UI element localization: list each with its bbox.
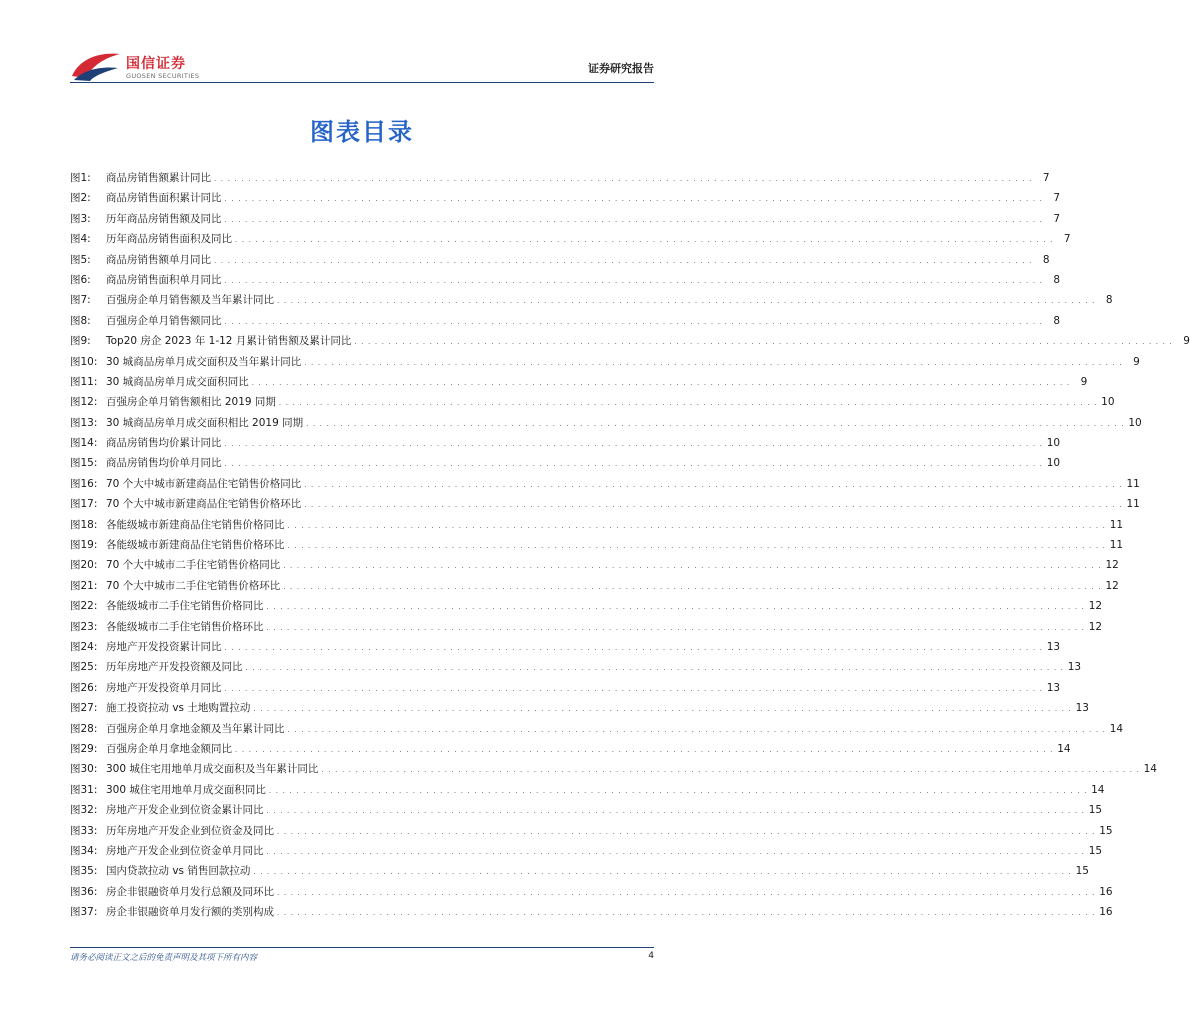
toc-entry[interactable] bbox=[70, 333, 1190, 353]
toc-figure-number: 图3: bbox=[70, 212, 91, 225]
toc-page-number: 7 bbox=[1063, 233, 1071, 246]
toc-page-number: 9 bbox=[1183, 335, 1190, 348]
toc-dot-leader: . . . . . . . . . . . . . . . . . . . . . . . . . . . . . . . . . . . . . . . . . . . . . . . . . . . . . . . . . . . . . . . . . . . . . . . . . . . . . . . . . . . . . . . . . . . . . . . . . . . . . . . . . . . . . . . . . . . . . . . . bbox=[224, 643, 1044, 652]
footer-page-number: 4 bbox=[648, 951, 654, 961]
toc-figure-number: 图25: bbox=[70, 661, 98, 674]
toc-page-number: 10 bbox=[1128, 416, 1142, 429]
toc-page-number: 11 bbox=[1109, 539, 1124, 552]
toc-entry[interactable] bbox=[70, 455, 1061, 475]
toc-figure-title: 百强房企单月销售额同比 bbox=[106, 314, 222, 327]
toc-page-number: 15 bbox=[1075, 865, 1089, 878]
toc-entry[interactable] bbox=[70, 700, 1089, 720]
toc-entry[interactable] bbox=[70, 415, 1142, 435]
toc-figure-title: 商品房销售额单月同比 bbox=[106, 253, 211, 266]
toc-figure-number: 图26: bbox=[70, 681, 98, 694]
toc-entry[interactable] bbox=[70, 721, 1124, 741]
toc-figure-number: 图2: bbox=[70, 192, 91, 205]
toc-dot-leader: . . . . . . . . . . . . . . . . . . . . . . . . . . . . . . . . . . . . . . . . . . . . . . . . . . . . . . . . . . . . . . . . . . . . . . . . . . . . . . . . . . . . . . . . . . . . . . . . . . . . . . . . . . . . . . . . . . . . . . . . bbox=[235, 745, 1054, 754]
toc-page-number: 8 bbox=[1053, 273, 1061, 286]
toc-dot-leader: . . . . . . . . . . . . . . . . . . . . . . . . . . . . . . . . . . . . . . . . . . . . . . . . . . . . . . . . . . . . . . . . . . . . . . . . . . . . . . . . . . . . . . . . . . . . . . . . . . . . . . . . . . . . . . . . . . . . . . . . bbox=[277, 827, 1096, 836]
toc-figure-title: 商品房销售额累计同比 bbox=[106, 172, 211, 184]
toc-entry[interactable] bbox=[70, 802, 1103, 822]
toc-figure-title: 30 城商品房单月成交面积及当年累计同比 bbox=[106, 355, 302, 368]
toc-page-number: 13 bbox=[1046, 640, 1061, 653]
toc-figure-title: 30 城商品房单月成交面积相比 2019 同期 bbox=[106, 416, 304, 429]
toc-figure-number: 图32: bbox=[70, 804, 98, 817]
toc-figure-title: 国内贷款拉动 vs 销售回款拉动 bbox=[106, 865, 251, 878]
toc-entry[interactable] bbox=[70, 496, 1140, 516]
toc-page-number: 14 bbox=[1091, 783, 1105, 796]
toc-figure-title: 房企非银融资单月发行额的类别构成 bbox=[106, 906, 274, 919]
brand-logo bbox=[70, 50, 230, 84]
toc-entry[interactable] bbox=[70, 639, 1061, 659]
toc-dot-leader: . . . . . . . . . . . . . . . . . . . . . . . . . . . . . . . . . . . . . . . . . . . . . . . . . . . . . . . . . . . . . . . . . . . . . . . . . . . . . . . . . . . . . . . . . . . . . . . . . . . . . . . . . . . . . . . . . . . . . . . . bbox=[277, 297, 1096, 306]
toc-page-number: 12 bbox=[1105, 559, 1119, 572]
toc-figure-title: 房企非银融资单月发行总额及同环比 bbox=[106, 885, 274, 898]
toc-dot-leader: . . . . . . . . . . . . . . . . . . . . . . . . . . . . . . . . . . . . . . . . . . . . . . . . . . . . . . . . . . . . . . . . . . . . . . . . . . . . . . . . . . . . . . . . . . . . . . . . . . . . . . . . . . . . . . . . . . . . . . . . bbox=[245, 664, 1065, 673]
toc-dot-leader: . . . . . . . . . . . . . . . . . . . . . . . . . . . . . . . . . . . . . . . . . . . . . . . . . . . . . . . . . . . . . . . . . . . . . . . . . . . . . . . . . . . . . . . . . . . . . . . . . . . . . . . . . . . . . . . . . . . . . . . . bbox=[224, 276, 1044, 285]
page-title: 图表目录 bbox=[310, 118, 414, 146]
toc-dot-leader: . . . . . . . . . . . . . . . . . . . . . . . . . . . . . . . . . . . . . . . . . . . . . . . . . . . . . . . . . . . . . . . . . . . . . . . . . . . . . . . . . . . . . . . . . . . . . . . . . . . . . . . . . . . . . . . . . . . . . . . . bbox=[277, 909, 1096, 918]
toc-page-number: 9 bbox=[1133, 355, 1140, 368]
toc-figure-number: 图17: bbox=[70, 498, 98, 511]
toc-page-number: 12 bbox=[1088, 600, 1103, 613]
toc-dot-leader: . . . . . . . . . . . . . . . . . . . . . . . . . . . . . . . . . . . . . . . . . . . . . . . . . . . . . . . . . . . . . . . . . . . . . . . . . . . . . . . . . . . . . . . . . . . . . . . . . . . . . . . . . . . . . . . . . . . . . . . . bbox=[278, 399, 1098, 408]
toc-entry[interactable] bbox=[70, 170, 1050, 190]
toc-dot-leader: . . . . . . . . . . . . . . . . . . . . . . . . . . . . . . . . . . . . . . . . . . . . . . . . . . . . . . . . . . . . . . . . . . . . . . . . . . . . . . . . . . . . . . . . . . . . . . . . . . . . . . . . . . . . . . . . . . . . . . . . bbox=[266, 623, 1086, 632]
toc-dot-leader: . . . . . . . . . . . . . . . . . . . . . . . . . . . . . . . . . . . . . . . . . . . . . . . . . . . . . . . . . . . . . . . . . . . . . . . . . . . . . . . . . . . . . . . . . . . . . . . . . . . . . . . . . . . . . . . . . . . . . . . . bbox=[253, 705, 1072, 714]
toc-figure-number: 图29: bbox=[70, 742, 98, 755]
toc-dot-leader: . . . . . . . . . . . . . . . . . . . . . . . . . . . . . . . . . . . . . . . . . . . . . . . . . . . . . . . . . . . . . . . . . . . . . . . . . . . . . . . . . . . . . . . . . . . . . . . . . . . . . . . . . . . . . . . . . . . . . . . . bbox=[266, 603, 1086, 612]
toc-figure-number: 图1: bbox=[70, 172, 91, 184]
toc-figure-number: 图12: bbox=[70, 396, 98, 409]
toc-figure-title: 历年房地产开发企业到位资金及同比 bbox=[106, 824, 274, 837]
toc-figure-title: 70 个大中城市新建商品住宅销售价格环比 bbox=[106, 498, 302, 511]
toc-page-number: 7 bbox=[1042, 172, 1050, 184]
toc-page-number: 8 bbox=[1053, 314, 1061, 327]
toc-figure-number: 图23: bbox=[70, 620, 98, 633]
header-divider bbox=[70, 82, 654, 83]
toc-page-number: 15 bbox=[1088, 844, 1103, 857]
toc-page-number: 12 bbox=[1105, 579, 1119, 592]
toc-dot-leader: . . . . . . . . . . . . . . . . . . . . . . . . . . . . . . . . . . . . . . . . . . . . . . . . . . . . . . . . . . . . . . . . . . . . . . . . . . . . . . . . . . . . . . . . . . . . . . . . . . . . . . . . . . . . . . . . . . . . . . . . bbox=[214, 256, 1033, 265]
toc-entry[interactable] bbox=[70, 435, 1061, 455]
toc-figure-number: 图37: bbox=[70, 906, 98, 919]
footer-divider bbox=[70, 947, 654, 948]
toc-figure-number: 图28: bbox=[70, 722, 98, 735]
toc-dot-leader: . . . . . . . . . . . . . . . . . . . . . . . . . . . . . . . . . . . . . . . . . . . . . . . . . . . . . . . . . . . . . . . . . . . . . . . . . . . . . . . . . . . . . . . . . . . . . . . . . . . . . . . . . . . . . . . . . . . . . . . . bbox=[224, 684, 1044, 693]
toc-dot-leader: . . . . . . . . . . . . . . . . . . . . . . . . . . . . . . . . . . . . . . . . . . . . . . . . . . . . . . . . . . . . . . . . . . . . . . . . . . . . . . . . . . . . . . . . . . . . . . . . . . . . . . . . . . . . . . . . . . . . . . . . bbox=[224, 215, 1044, 224]
toc-page-number: 14 bbox=[1143, 763, 1157, 776]
toc-figure-title: 百强房企单月销售额及当年累计同比 bbox=[106, 294, 274, 307]
toc-figure-number: 图33: bbox=[70, 824, 98, 837]
toc-figure-title: 300 城住宅用地单月成交面积同比 bbox=[106, 783, 266, 796]
toc-entry[interactable] bbox=[70, 863, 1089, 883]
toc-figure-title: 房地产开发企业到位资金单月同比 bbox=[106, 844, 264, 857]
toc-entry[interactable] bbox=[70, 843, 1103, 863]
toc-page-number: 14 bbox=[1109, 722, 1124, 735]
toc-entry[interactable] bbox=[70, 517, 1124, 537]
footer-disclaimer: 请务必阅读正文之后的免责声明及其项下所有内容 bbox=[70, 953, 258, 963]
toc-figure-title: 70 个大中城市二手住宅销售价格同比 bbox=[106, 559, 281, 572]
toc-dot-leader: . . . . . . . . . . . . . . . . . . . . . . . . . . . . . . . . . . . . . . . . . . . . . . . . . . . . . . . . . . . . . . . . . . . . . . . . . . . . . . . . . . . . . . . . . . . . . . . . . . . . . . . . . . . . . . . . . . . . . . . . bbox=[304, 480, 1123, 489]
toc-entry[interactable] bbox=[70, 884, 1113, 904]
toc-page-number: 13 bbox=[1046, 681, 1061, 694]
toc-page-number: 16 bbox=[1099, 885, 1113, 898]
toc-figure-number: 图16: bbox=[70, 477, 98, 490]
toc-page-number: 8 bbox=[1105, 294, 1113, 307]
toc-figure-title: 70 个大中城市新建商品住宅销售价格同比 bbox=[106, 477, 302, 490]
toc-dot-leader: . . . . . . . . . . . . . . . . . . . . . . . . . . . . . . . . . . . . . . . . . . . . . . . . . . . . . . . . . . . . . . . . . . . . . . . . . . . . . . . . . . . . . . . . . . . . . . . . . . . . . . . . . . . . . . . . . . . . . . . . bbox=[235, 236, 1054, 245]
toc-figure-number: 图11: bbox=[70, 375, 98, 388]
toc-figure-number: 图10: bbox=[70, 355, 98, 368]
toc-page-number: 7 bbox=[1053, 192, 1061, 205]
toc-page-number: 15 bbox=[1099, 824, 1113, 837]
toc-page-number: 10 bbox=[1046, 457, 1061, 470]
toc-entry[interactable] bbox=[70, 619, 1103, 639]
toc-figure-number: 图30: bbox=[70, 763, 98, 776]
toc-page-number: 16 bbox=[1099, 906, 1113, 919]
toc-entry[interactable] bbox=[70, 476, 1140, 496]
toc-dot-leader: . . . . . . . . . . . . . . . . . . . . . . . . . . . . . . . . . . . . . . . . . . . . . . . . . . . . . . . . . . . . . . . . . . . . . . . . . . . . . . . . . . . . . . . . . . . . . . . . . . . . . . . . . . . . . . . . . . . . . . . . bbox=[224, 195, 1044, 204]
toc-entry[interactable] bbox=[70, 782, 1105, 802]
toc-dot-leader: . . . . . . . . . . . . . . . . . . . . . . . . . . . . . . . . . . . . . . . . . . . . . . . . . . . . . . . . . . . . . . . . . . . . . . . . . . . . . . . . . . . . . . . . . . . . . . . . . . . . . . . . . . . . . . . . . . . . . . . . bbox=[287, 725, 1107, 734]
toc-figure-title: 70 个大中城市二手住宅销售价格环比 bbox=[106, 579, 281, 592]
toc-dot-leader: . . . . . . . . . . . . . . . . . . . . . . . . . . . . . . . . . . . . . . . . . . . . . . . . . . . . . . . . . . . . . . . . . . . . . . . . . . . . . . . . . . . . . . . . . . . . . . . . . . . . . . . . . . . . . . . . . . . . . . . . bbox=[283, 582, 1102, 591]
brand-name-cn: 国信证券 bbox=[126, 56, 186, 72]
toc-figure-title: 百强房企单月销售额相比 2019 同期 bbox=[106, 396, 276, 409]
toc-dot-leader: . . . . . . . . . . . . . . . . . . . . . . . . . . . . . . . . . . . . . . . . . . . . . . . . . . . . . . . . . . . . . . . . . . . . . . . . . . . . . . . . . . . . . . . . . . . . . . . . . . . . . . . . . . . . . . . . . . . . . . . . bbox=[251, 378, 1071, 387]
toc-entry[interactable] bbox=[70, 823, 1113, 843]
toc-figure-title: 历年商品房销售额及同比 bbox=[106, 212, 222, 225]
toc-dot-leader: . . . . . . . . . . . . . . . . . . . . . . . . . . . . . . . . . . . . . . . . . . . . . . . . . . . . . . . . . . . . . . . . . . . . . . . . . . . . . . . . . . . . . . . . . . . . . . . . . . . . . . . . . . . . . . . . . . . . . . . . bbox=[268, 786, 1088, 795]
toc-page-number: 11 bbox=[1126, 498, 1140, 511]
toc-page-number: 13 bbox=[1067, 661, 1082, 674]
toc-figure-number: 图19: bbox=[70, 539, 98, 552]
toc-dot-leader: . . . . . . . . . . . . . . . . . . . . . . . . . . . . . . . . . . . . . . . . . . . . . . . . . . . . . . . . . . . . . . . . . . . . . . . . . . . . . . . . . . . . . . . . . . . . . . . . . . . . . . . . . . . . . . . . . . . . . . . . bbox=[224, 460, 1044, 469]
toc-entry[interactable] bbox=[70, 272, 1061, 292]
toc-dot-leader: . . . . . . . . . . . . . . . . . . . . . . . . . . . . . . . . . . . . . . . . . . . . . . . . . . . . . . . . . . . . . . . . . . . . . . . . . . . . . . . . . . . . . . . . . . . . . . . . . . . . . . . . . . . . . . . . . . . . . . . . bbox=[253, 868, 1072, 877]
toc-figure-number: 图18: bbox=[70, 518, 98, 531]
toc-figure-title: Top20 房企 2023 年 1-12 月累计销售额及累计同比 bbox=[106, 335, 352, 348]
toc-figure-title: 商品房销售均价累计同比 bbox=[106, 437, 222, 450]
toc-dot-leader: . . . . . . . . . . . . . . . . . . . . . . . . . . . . . . . . . . . . . . . . . . . . . . . . . . . . . . . . . . . . . . . . . . . . . . . . . . . . . . . . . . . . . . . . . . . . . . . . . . . . . . . . . . . . . . . . . . . . . . . . bbox=[306, 419, 1125, 428]
toc-page-number: 12 bbox=[1088, 620, 1103, 633]
toc-dot-leader: . . . . . . . . . . . . . . . . . . . . . . . . . . . . . . . . . . . . . . . . . . . . . . . . . . . . . . . . . . . . . . . . . . . . . . . . . . . . . . . . . . . . . . . . . . . . . . . . . . . . . . . . . . . . . . . . . . . . . . . . bbox=[304, 358, 1123, 367]
toc-entry[interactable] bbox=[70, 190, 1061, 210]
toc-figure-number: 图13: bbox=[70, 416, 98, 429]
toc-dot-leader: . . . . . . . . . . . . . . . . . . . . . . . . . . . . . . . . . . . . . . . . . . . . . . . . . . . . . . . . . . . . . . . . . . . . . . . . . . . . . . . . . . . . . . . . . . . . . . . . . . . . . . . . . . . . . . . . . . . . . . . . bbox=[266, 807, 1086, 816]
toc-figure-title: 历年商品房销售面积及同比 bbox=[106, 233, 232, 246]
toc-entry[interactable] bbox=[70, 537, 1124, 557]
toc-figure-number: 图31: bbox=[70, 783, 98, 796]
toc-entry[interactable] bbox=[70, 557, 1119, 577]
guosen-logo-icon bbox=[70, 50, 122, 82]
toc-figure-number: 图24: bbox=[70, 640, 98, 653]
toc-dot-leader: . . . . . . . . . . . . . . . . . . . . . . . . . . . . . . . . . . . . . . . . . . . . . . . . . . . . . . . . . . . . . . . . . . . . . . . . . . . . . . . . . . . . . . . . . . . . . . . . . . . . . . . . . . . . . . . . . . . . . . . . bbox=[266, 847, 1086, 856]
toc-page-number: 7 bbox=[1053, 212, 1061, 225]
toc-figure-title: 历年房地产开发投资额及同比 bbox=[106, 661, 243, 674]
toc-figure-number: 图36: bbox=[70, 885, 98, 898]
toc-figure-title: 各能级城市新建商品住宅销售价格环比 bbox=[106, 539, 285, 552]
toc-page-number: 10 bbox=[1101, 396, 1115, 409]
toc-figure-number: 图20: bbox=[70, 559, 98, 572]
toc-dot-leader: . . . . . . . . . . . . . . . . . . . . . . . . . . . . . . . . . . . . . . . . . . . . . . . . . . . . . . . . . . . . . . . . . . . . . . . . . . . . . . . . . . . . . . . . . . . . . . . . . . . . . . . . . . . . . . . . . . . . . . . . bbox=[304, 501, 1123, 510]
toc-entry[interactable] bbox=[70, 578, 1119, 598]
toc-entry[interactable] bbox=[70, 354, 1140, 374]
toc-figure-title: 房地产开发投资累计同比 bbox=[106, 640, 222, 653]
toc-figure-title: 商品房销售面积累计同比 bbox=[106, 192, 222, 205]
toc-dot-leader: . . . . . . . . . . . . . . . . . . . . . . . . . . . . . . . . . . . . . . . . . . . . . . . . . . . . . . . . . . . . . . . . . . . . . . . . . . . . . . . . . . . . . . . . . . . . . . . . . . . . . . . . . . . . . . . . . . . . . . . . bbox=[224, 317, 1044, 326]
toc-page-number: 13 bbox=[1075, 702, 1089, 715]
toc-figure-title: 百强房企单月拿地金额同比 bbox=[106, 742, 232, 755]
toc-dot-leader: . . . . . . . . . . . . . . . . . . . . . . . . . . . . . . . . . . . . . . . . . . . . . . . . . . . . . . . . . . . . . . . . . . . . . . . . . . . . . . . . . . . . . . . . . . . . . . . . . . . . . . . . . . . . . . . . . . . . . . . . bbox=[287, 542, 1107, 551]
toc-entry[interactable] bbox=[70, 680, 1061, 700]
toc-figure-title: 房地产开发投资单月同比 bbox=[106, 681, 222, 694]
toc-figure-number: 图15: bbox=[70, 457, 98, 470]
toc-figure-title: 各能级城市二手住宅销售价格环比 bbox=[106, 620, 264, 633]
report-type-label: 证券研究报告 bbox=[588, 62, 654, 75]
toc-entry[interactable] bbox=[70, 231, 1071, 251]
toc-entry[interactable] bbox=[70, 313, 1061, 333]
toc-dot-leader: . . . . . . . . . . . . . . . . . . . . . . . . . . . . . . . . . . . . . . . . . . . . . . . . . . . . . . . . . . . . . . . . . . . . . . . . . . . . . . . . . . . . . . . . . . . . . . . . . . . . . . . . . . . . . . . . . . . . . . . . bbox=[321, 766, 1140, 775]
toc-figure-number: 图14: bbox=[70, 437, 98, 450]
toc-figure-number: 图5: bbox=[70, 253, 91, 266]
toc-page-number: 9 bbox=[1080, 375, 1088, 388]
toc-figure-number: 图4: bbox=[70, 233, 91, 246]
toc-figure-number: 图8: bbox=[70, 314, 91, 327]
toc-figure-number: 图27: bbox=[70, 702, 98, 715]
page-header bbox=[0, 0, 724, 90]
toc-dot-leader: . . . . . . . . . . . . . . . . . . . . . . . . . . . . . . . . . . . . . . . . . . . . . . . . . . . . . . . . . . . . . . . . . . . . . . . . . . . . . . . . . . . . . . . . . . . . . . . . . . . . . . . . . . . . . . . . . . . . . . . . bbox=[287, 521, 1107, 530]
toc-page-number: 10 bbox=[1046, 437, 1061, 450]
toc-figure-number: 图7: bbox=[70, 294, 91, 307]
toc-figure-title: 各能级城市二手住宅销售价格同比 bbox=[106, 600, 264, 613]
toc-figure-title: 商品房销售面积单月同比 bbox=[106, 273, 222, 286]
toc-figure-title: 施工投资拉动 vs 土地购置拉动 bbox=[106, 702, 251, 715]
toc-entry[interactable] bbox=[70, 761, 1157, 781]
toc-entry[interactable] bbox=[70, 252, 1050, 272]
toc-figure-number: 图21: bbox=[70, 579, 98, 592]
toc-page-number: 14 bbox=[1057, 742, 1071, 755]
toc-figure-number: 图22: bbox=[70, 600, 98, 613]
toc-dot-leader: . . . . . . . . . . . . . . . . . . . . . . . . . . . . . . . . . . . . . . . . . . . . . . . . . . . . . . . . . . . . . . . . . . . . . . . . . . . . . . . . . . . . . . . . . . . . . . . . . . . . . . . . . . . . . . . . . . . . . . . . bbox=[214, 175, 1033, 183]
toc-entry[interactable] bbox=[70, 292, 1113, 312]
toc-page-number: 8 bbox=[1042, 253, 1050, 266]
toc-figure-title: 各能级城市新建商品住宅销售价格同比 bbox=[106, 518, 285, 531]
toc-figure-number: 图9: bbox=[70, 335, 91, 348]
toc-figure-number: 图6: bbox=[70, 273, 91, 286]
toc-figure-title: 商品房销售均价单月同比 bbox=[106, 457, 222, 470]
toc-page-number: 11 bbox=[1126, 477, 1140, 490]
toc-figure-title: 30 城商品房单月成交面积同比 bbox=[106, 375, 249, 388]
toc-figure-title: 300 城住宅用地单月成交面积及当年累计同比 bbox=[106, 763, 319, 776]
toc-figure-title: 房地产开发企业到位资金累计同比 bbox=[106, 804, 264, 817]
toc-figure-number: 图34: bbox=[70, 844, 98, 857]
toc-dot-leader: . . . . . . . . . . . . . . . . . . . . . . . . . . . . . . . . . . . . . . . . . . . . . . . . . . . . . . . . . . . . . . . . . . . . . . . . . . . . . . . . . . . . . . . . . . . . . . . . . . . . . . . . . . . . . . . . . . . . . . . . bbox=[224, 440, 1044, 449]
toc-page-number: 15 bbox=[1088, 804, 1103, 817]
toc-dot-leader: . . . . . . . . . . . . . . . . . . . . . . . . . . . . . . . . . . . . . . . . . . . . . . . . . . . . . . . . . . . . . . . . . . . . . . . . . . . . . . . . . . . . . . . . . . . . . . . . . . . . . . . . . . . . . . . . . . . . . . . . bbox=[277, 888, 1096, 897]
toc-entry[interactable] bbox=[70, 659, 1082, 679]
toc-entry[interactable] bbox=[70, 374, 1088, 394]
figure-table-of-contents bbox=[70, 170, 1190, 924]
toc-entry[interactable] bbox=[70, 211, 1061, 231]
toc-page-number: 11 bbox=[1109, 518, 1124, 531]
toc-entry[interactable] bbox=[70, 741, 1071, 761]
toc-entry[interactable] bbox=[70, 394, 1115, 414]
toc-dot-leader: . . . . . . . . . . . . . . . . . . . . . . . . . . . . . . . . . . . . . . . . . . . . . . . . . . . . . . . . . . . . . . . . . . . . . . . . . . . . . . . . . . . . . . . . . . . . . . . . . . . . . . . . . . . . . . . . . . . . . . . . bbox=[283, 562, 1102, 571]
toc-dot-leader: . . . . . . . . . . . . . . . . . . . . . . . . . . . . . . . . . . . . . . . . . . . . . . . . . . . . . . . . . . . . . . . . . . . . . . . . . . . . . . . . . . . . . . . . . . . . . . . . . . . . . . . . . . . . . . . . . . . . . . . . bbox=[354, 338, 1173, 347]
toc-entry[interactable] bbox=[70, 904, 1113, 924]
toc-figure-title: 百强房企单月拿地金额及当年累计同比 bbox=[106, 722, 285, 735]
toc-entry[interactable] bbox=[70, 598, 1103, 618]
brand-name-en: GUOSEN SECURITIES bbox=[126, 72, 200, 80]
toc-figure-number: 图35: bbox=[70, 865, 98, 878]
